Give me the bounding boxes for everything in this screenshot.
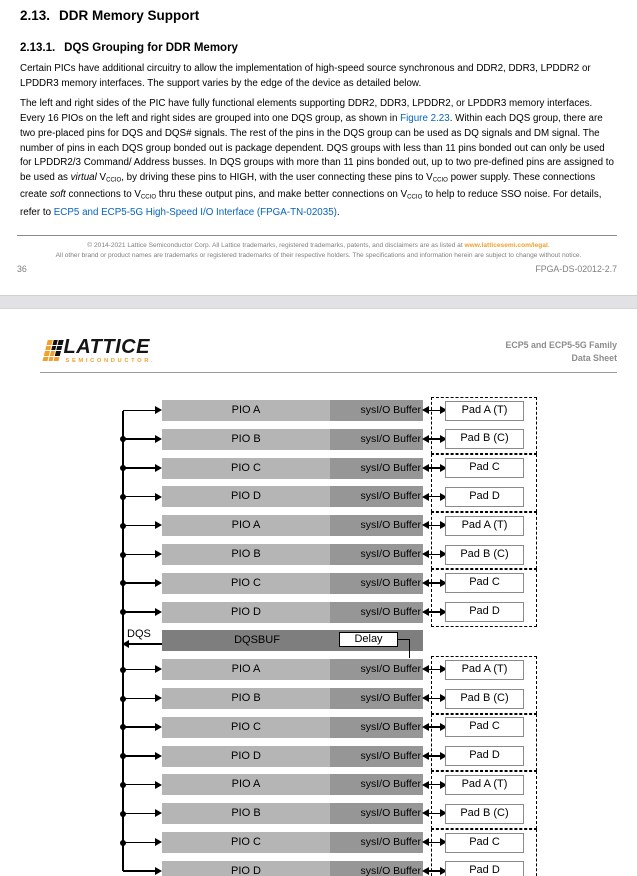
buffer-label: sysI/O Buffer — [360, 778, 421, 791]
text-segment: , by driving these pins to HIGH, with the user connecting these pins to V — [121, 171, 433, 183]
pio-block — [162, 515, 423, 536]
pio-label: PIO B — [231, 807, 261, 820]
dqs-group-diagram — [0, 309, 637, 876]
sysio-buffer-block — [330, 717, 423, 738]
arrowhead-right-icon — [155, 464, 162, 472]
arrowhead-right-icon — [155, 493, 162, 501]
pad-box: Pad D — [445, 746, 524, 766]
pio-block — [162, 746, 423, 767]
buffer-label: sysI/O Buffer — [360, 836, 421, 848]
arrowhead-right-icon — [155, 867, 162, 875]
arrowhead-left-icon — [422, 406, 429, 414]
doc-type: Data Sheet — [571, 352, 617, 363]
pio-row — [0, 746, 637, 767]
arrowhead-left-icon — [422, 838, 429, 846]
pio-label: PIO D — [231, 749, 261, 762]
pad-box: Pad A (T) — [445, 516, 524, 536]
subsection-number: 2.13.1. — [20, 42, 56, 54]
section-title-text: DDR Memory Support — [59, 8, 200, 23]
arrowhead-right-icon — [155, 723, 162, 731]
pio-label: PIO A — [231, 663, 261, 676]
buffer-label: sysI/O Buffer — [360, 864, 421, 876]
pio-label: PIO A — [231, 404, 261, 416]
pio-row — [0, 803, 637, 824]
pio-row — [0, 486, 637, 507]
pio-label: PIO B — [231, 692, 261, 704]
pio-block — [162, 832, 423, 853]
logo-subtitle: SEMICONDUCTOR. — [65, 358, 156, 364]
pio-block — [162, 861, 423, 876]
datasheet-page-37 — [0, 309, 637, 876]
arrowhead-left-icon — [422, 464, 429, 472]
arrowhead-left-icon — [422, 809, 429, 817]
sysio-buffer-block — [330, 400, 423, 421]
pio-row — [0, 832, 637, 853]
arrowhead-right-icon — [155, 521, 162, 529]
arrowhead-left-icon — [422, 435, 429, 443]
page-number: 36 — [17, 264, 27, 274]
pad-box: Pad C — [445, 833, 524, 853]
pio-row — [0, 602, 637, 623]
sysio-buffer-block — [330, 774, 423, 795]
branch-line — [123, 870, 156, 872]
pad-box: Pad A (T) — [445, 660, 524, 680]
arrowhead-left-icon — [422, 493, 429, 501]
buffer-label: sysI/O Buffer — [360, 432, 421, 445]
pad-box: Pad C — [445, 573, 524, 593]
arrowhead-left-icon — [422, 781, 429, 789]
pad-box: Pad B (C) — [445, 804, 524, 824]
pio-label: PIO C — [231, 720, 261, 733]
dqs-output-line — [127, 643, 162, 645]
sysio-buffer-block — [330, 515, 423, 536]
app-note-link[interactable]: ECP5 and ECP5-5G High-Speed I/O Interface (FPGA-TN-02035) — [53, 206, 337, 218]
sysio-buffer-block — [330, 429, 423, 450]
sysio-buffer-block — [330, 861, 423, 876]
text-segment: . — [547, 242, 550, 249]
pio-label: PIO A — [231, 778, 261, 791]
pio-row — [0, 688, 637, 709]
delay-wire-vertical — [409, 639, 411, 659]
sysio-buffer-block — [330, 573, 423, 594]
page-footer-meta — [17, 264, 617, 274]
dqs-signal-label: DQS — [127, 627, 151, 640]
pio-label: PIO D — [231, 490, 261, 503]
text-segment: CCIO — [407, 195, 423, 201]
pio-block — [162, 400, 423, 421]
pad-box: Pad D — [445, 861, 524, 876]
pio-label: PIO C — [231, 576, 261, 589]
arrowhead-right-icon — [155, 608, 162, 616]
pad-box: Pad A (T) — [445, 775, 524, 795]
pad-box: Pad B (C) — [445, 545, 524, 565]
sysio-buffer-block — [330, 486, 423, 507]
pio-block — [162, 688, 423, 709]
pad-box: Pad A (T) — [445, 401, 524, 421]
pad-box: Pad C — [445, 458, 524, 478]
arrowhead-left-icon — [422, 608, 429, 616]
legal-notice — [0, 241, 637, 261]
pad-box: Pad B (C) — [445, 689, 524, 709]
text-segment: © 2014-2021 Lattice Semiconductor Corp. All Lattice trademarks, registered trademarks, patents, and disclaimers are as listed at — [87, 242, 465, 249]
text-segment: connections to V — [65, 189, 141, 201]
text-segment: virtual — [70, 171, 97, 183]
sysio-buffer-block — [330, 458, 423, 479]
branch-line — [123, 467, 156, 469]
branch-line — [123, 410, 156, 412]
pio-row — [0, 861, 637, 876]
buffer-label: sysI/O Buffer — [360, 807, 421, 820]
branch-line — [123, 554, 156, 556]
buffer-label: sysI/O Buffer — [360, 548, 421, 560]
arrowhead-right-icon — [155, 665, 162, 673]
pio-block — [162, 544, 423, 565]
pio-block — [162, 458, 423, 479]
legal-link[interactable]: www.latticesemi.com/legal — [464, 242, 548, 249]
pio-label: PIO B — [231, 548, 261, 560]
text-segment: CCIO — [106, 177, 122, 184]
arrowhead-right-icon — [155, 435, 162, 443]
branch-line — [123, 496, 156, 498]
pio-row — [0, 774, 637, 795]
pio-block — [162, 573, 423, 594]
branch-line — [123, 755, 156, 757]
text-segment: . Within each DQS group, there are two pre-placed pins for DQS and DQS# signals. The rest of the pins in the DQS group can be used as DQ signals and DM signal. The number of pins in each DQS group bonded out is package dependent. DQS groups with less than 11 pins bonded out can only be used for LPDDR2/3 Command/ Address busses. In DQS groups with more than 11 pins bonded out, up to two pre-defined pins are assigned to be used as — [20, 113, 614, 183]
arrowhead-left-icon — [422, 867, 429, 875]
sysio-buffer-block — [330, 659, 423, 680]
pio-label: PIO D — [231, 605, 261, 618]
arrowhead-left-icon — [422, 521, 429, 529]
paragraph-2 — [20, 97, 617, 220]
pio-block — [162, 803, 423, 824]
pio-block — [162, 486, 423, 507]
sysio-buffer-block — [330, 832, 423, 853]
pio-label: PIO A — [231, 519, 261, 532]
footer-divider — [17, 235, 617, 236]
arrowhead-left-icon — [422, 579, 429, 587]
pio-block — [162, 659, 423, 680]
buffer-label: sysI/O Buffer — [360, 576, 421, 589]
figure-2-23-link[interactable]: Figure 2.23 — [400, 113, 450, 125]
pio-block — [162, 429, 423, 450]
section-number: 2.13. — [20, 8, 51, 23]
branch-line — [123, 698, 156, 700]
buffer-label: sysI/O Buffer — [360, 663, 421, 676]
pio-label: PIO D — [231, 864, 261, 876]
pio-label: PIO C — [231, 461, 261, 474]
branch-line — [123, 438, 156, 440]
buffer-label: sysI/O Buffer — [360, 749, 421, 762]
document-id: FPGA-DS-02012-2.7 — [535, 264, 617, 274]
branch-line — [123, 611, 156, 613]
text-segment: CCIO — [432, 177, 448, 184]
buffer-label: sysI/O Buffer — [360, 692, 421, 704]
text-segment: power supply. These connections create — [20, 171, 596, 201]
pio-row — [0, 429, 637, 450]
arrowhead-left-icon — [422, 752, 429, 760]
delay-block: Delay — [339, 632, 398, 648]
pio-row — [0, 458, 637, 479]
arrowhead-left-icon — [422, 723, 429, 731]
text-segment: CCIO — [140, 195, 157, 201]
legal-line-1 — [0, 241, 637, 251]
pio-row — [0, 659, 637, 680]
branch-line — [123, 582, 156, 584]
pad-box: Pad C — [445, 717, 524, 737]
arrowhead-right-icon — [155, 550, 162, 558]
paragraph-1: Certain PICs have additional circuitry to allow the implementation of high-speed source synchronous and DDR2, DDR3, LPDDR2 or LPDDR3 memory interfaces. The support varies by the edge of the device as detailed below. — [20, 63, 591, 89]
arrowhead-left-icon — [422, 665, 429, 673]
pio-block — [162, 717, 423, 738]
arrowhead-right-icon — [155, 579, 162, 587]
pad-box: Pad D — [445, 487, 524, 507]
branch-line — [123, 726, 156, 728]
buffer-label: sysI/O Buffer — [360, 461, 421, 474]
subsection-title-text: DQS Grouping for DDR Memory — [64, 42, 238, 54]
page-separator — [0, 295, 637, 309]
arrowhead-right-icon — [155, 781, 162, 789]
buffer-label: sysI/O Buffer — [360, 720, 421, 733]
branch-line — [123, 842, 156, 844]
pio-block — [162, 602, 423, 623]
branch-line — [123, 525, 156, 527]
arrowhead-right-icon — [155, 752, 162, 760]
buffer-label: sysI/O Buffer — [360, 605, 421, 618]
arrowhead-right-icon — [155, 406, 162, 414]
sysio-buffer-block — [330, 544, 423, 565]
logo-wordmark: LATTICE — [63, 336, 150, 358]
pio-row — [0, 573, 637, 594]
text-segment: soft — [49, 189, 66, 201]
branch-line — [123, 669, 156, 671]
arrowhead-left-icon — [422, 550, 429, 558]
pio-label: PIO C — [231, 836, 261, 848]
text-segment: thru these output pins, and make better connections on V — [156, 189, 408, 201]
text-segment: . — [336, 206, 340, 218]
legal-line-2: All other brand or product names are trademarks or registered trademarks of their respective holders. The specifications and information herein are subject to change without notice. — [55, 252, 582, 259]
section-title — [20, 8, 617, 23]
branch-line — [123, 784, 156, 786]
buffer-label: sysI/O Buffer — [360, 404, 421, 416]
sysio-buffer-block — [330, 803, 423, 824]
doc-family: ECP5 and ECP5-5G Family — [505, 340, 617, 350]
buffer-label: sysI/O Buffer — [360, 490, 421, 503]
sysio-buffer-block — [330, 688, 423, 709]
sysio-buffer-block — [330, 602, 423, 623]
text-segment: The left and right sides of the PIC have fully functional elements supporting DDR2, DDR3, LPDDR2, or LPDDR3 memory interfaces. Every 16 PIOs on the left and right sides are grouped into one DQS group, as shown in — [20, 98, 593, 125]
datasheet-page-36 — [0, 0, 637, 295]
pio-label: PIO B — [231, 432, 261, 445]
pad-box: Pad B (C) — [445, 429, 524, 449]
pad-box: Pad D — [445, 602, 524, 622]
buffer-label: sysI/O Buffer — [360, 519, 421, 532]
pio-row — [0, 400, 637, 421]
arrowhead-left-icon — [422, 694, 429, 702]
text-segment: V — [96, 171, 107, 183]
arrowhead-right-icon — [155, 838, 162, 846]
pio-row — [0, 717, 637, 738]
pio-block — [162, 774, 423, 795]
arrowhead-right-icon — [155, 809, 162, 817]
pio-row — [0, 515, 637, 536]
text-segment: to help to reduce SSO noise. For details, refer to — [20, 189, 602, 218]
arrowhead-right-icon — [155, 694, 162, 702]
dqsbuf-label: DQSBUF — [234, 634, 280, 647]
sysio-buffer-block — [330, 746, 423, 767]
pio-row — [0, 544, 637, 565]
subsection-title — [20, 42, 617, 54]
branch-line — [123, 813, 156, 815]
